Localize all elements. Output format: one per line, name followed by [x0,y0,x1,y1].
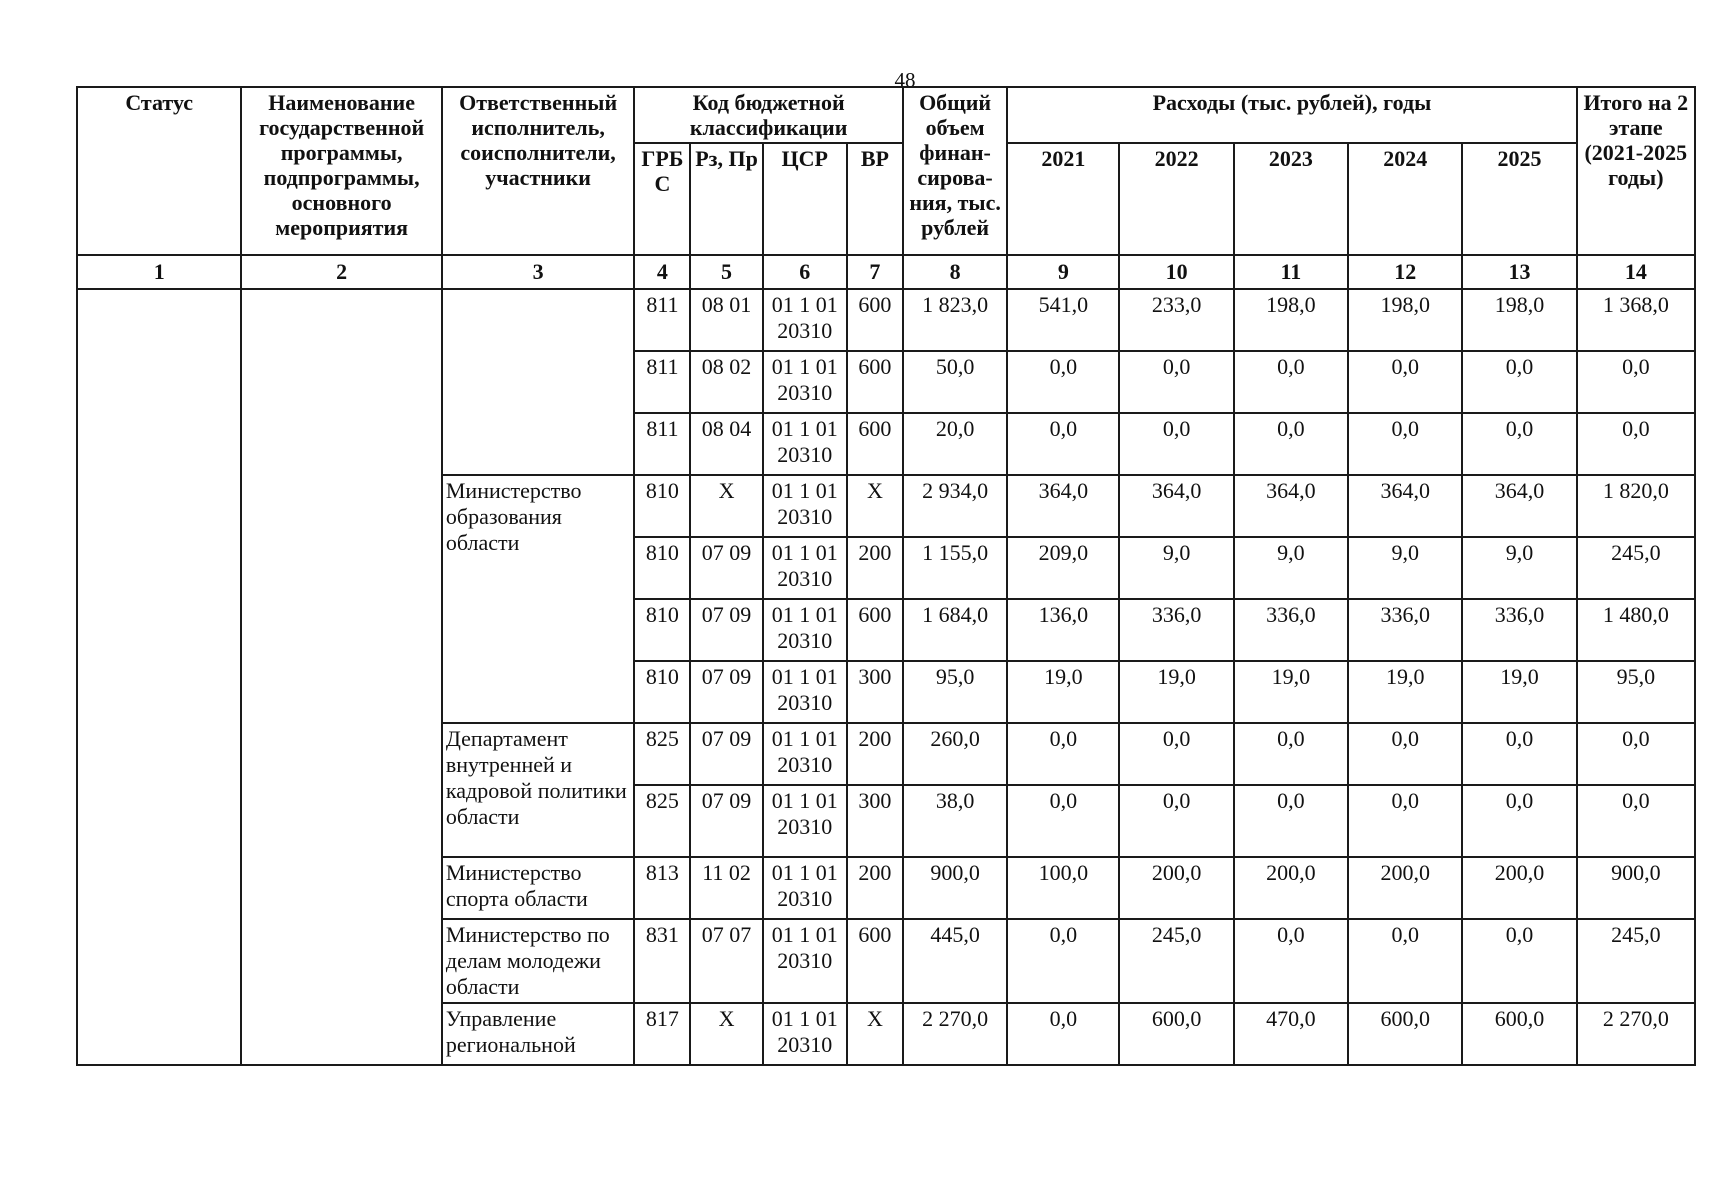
header-rz-pr: Рз, Пр [690,143,762,255]
vr-cell: 200 [847,537,903,599]
y2022-cell: 364,0 [1119,475,1233,537]
column-number: 10 [1119,255,1233,289]
y2021-cell: 0,0 [1007,785,1119,857]
column-number: 13 [1462,255,1576,289]
y2025-cell: 0,0 [1462,919,1576,1003]
y2024-cell: 19,0 [1348,661,1462,723]
itog-cell: 1 368,0 [1577,289,1695,351]
itog-cell: 0,0 [1577,351,1695,413]
y2022-cell: 0,0 [1119,723,1233,785]
y2023-cell: 19,0 [1234,661,1348,723]
y2023-cell: 0,0 [1234,919,1348,1003]
vr-cell: 300 [847,785,903,857]
vr-cell: 600 [847,289,903,351]
rz-pr-cell: 07 09 [690,723,762,785]
y2024-cell: 0,0 [1348,723,1462,785]
y2021-cell: 0,0 [1007,723,1119,785]
executor-cell: Управление региональной [442,1003,634,1065]
y2021-cell: 541,0 [1007,289,1119,351]
y2025-cell: 0,0 [1462,785,1576,857]
y2024-cell: 0,0 [1348,785,1462,857]
csr-cell: 01 1 01 20310 [763,351,847,413]
grbs-cell: 811 [634,289,690,351]
csr-cell: 01 1 01 20310 [763,785,847,857]
rz-pr-cell: Х [690,475,762,537]
grbs-cell: 817 [634,1003,690,1065]
csr-cell: 01 1 01 20310 [763,919,847,1003]
column-number: 4 [634,255,690,289]
y2021-cell: 0,0 [1007,413,1119,475]
executor-cell: Министерство спорта области [442,857,634,919]
y2025-cell: 9,0 [1462,537,1576,599]
y2024-cell: 364,0 [1348,475,1462,537]
header-grbs: ГРБ С [634,143,690,255]
itog-cell: 1 820,0 [1577,475,1695,537]
y2021-cell: 0,0 [1007,919,1119,1003]
header-program-name: Наименование государственной программы, подпрограммы, основного мероприятия [241,87,441,255]
column-number: 14 [1577,255,1695,289]
grbs-cell: 811 [634,413,690,475]
grbs-cell: 831 [634,919,690,1003]
y2024-cell: 336,0 [1348,599,1462,661]
grbs-cell: 810 [634,475,690,537]
total-cell: 2 270,0 [903,1003,1007,1065]
total-cell: 445,0 [903,919,1007,1003]
y2022-cell: 233,0 [1119,289,1233,351]
y2025-cell: 0,0 [1462,413,1576,475]
y2025-cell: 200,0 [1462,857,1576,919]
itog-cell: 0,0 [1577,785,1695,857]
y2024-cell: 0,0 [1348,413,1462,475]
y2022-cell: 336,0 [1119,599,1233,661]
y2022-cell: 245,0 [1119,919,1233,1003]
table-row [77,289,1695,351]
vr-cell: 300 [847,661,903,723]
rz-pr-cell: 08 04 [690,413,762,475]
total-cell: 50,0 [903,351,1007,413]
y2022-cell: 0,0 [1119,785,1233,857]
header-vr: ВР [847,143,903,255]
header-stage-total: Итого на 2 этапе (2021-2025 годы) [1577,87,1695,255]
grbs-cell: 810 [634,537,690,599]
grbs-cell: 813 [634,857,690,919]
total-cell: 900,0 [903,857,1007,919]
y2023-cell: 0,0 [1234,785,1348,857]
total-cell: 2 934,0 [903,475,1007,537]
csr-cell: 01 1 01 20310 [763,857,847,919]
rz-pr-cell: 07 09 [690,661,762,723]
y2024-cell: 600,0 [1348,1003,1462,1065]
itog-cell: 0,0 [1577,413,1695,475]
y2023-cell: 200,0 [1234,857,1348,919]
y2025-cell: 0,0 [1462,351,1576,413]
total-cell: 260,0 [903,723,1007,785]
y2024-cell: 0,0 [1348,351,1462,413]
column-number: 1 [77,255,241,289]
y2025-cell: 0,0 [1462,723,1576,785]
vr-cell: Х [847,475,903,537]
y2021-cell: 0,0 [1007,1003,1119,1065]
y2021-cell: 209,0 [1007,537,1119,599]
csr-cell: 01 1 01 20310 [763,537,847,599]
itog-cell: 2 270,0 [1577,1003,1695,1065]
y2024-cell: 198,0 [1348,289,1462,351]
total-cell: 95,0 [903,661,1007,723]
program-name-cell [241,289,441,1065]
y2022-cell: 200,0 [1119,857,1233,919]
column-number: 2 [241,255,441,289]
y2023-cell: 9,0 [1234,537,1348,599]
y2023-cell: 0,0 [1234,413,1348,475]
vr-cell: 200 [847,857,903,919]
column-number: 8 [903,255,1007,289]
rz-pr-cell: 11 02 [690,857,762,919]
rz-pr-cell: Х [690,1003,762,1065]
y2023-cell: 336,0 [1234,599,1348,661]
column-number: 7 [847,255,903,289]
itog-cell: 1 480,0 [1577,599,1695,661]
y2021-cell: 100,0 [1007,857,1119,919]
itog-cell: 900,0 [1577,857,1695,919]
y2025-cell: 198,0 [1462,289,1576,351]
y2021-cell: 0,0 [1007,351,1119,413]
itog-cell: 245,0 [1577,919,1695,1003]
y2024-cell: 0,0 [1348,919,1462,1003]
csr-cell: 01 1 01 20310 [763,475,847,537]
header-executor: Ответственный исполнитель, соисполнители, участники [442,87,634,255]
y2025-cell: 336,0 [1462,599,1576,661]
vr-cell: Х [847,1003,903,1065]
itog-cell: 245,0 [1577,537,1695,599]
rz-pr-cell: 07 09 [690,785,762,857]
y2025-cell: 364,0 [1462,475,1576,537]
page-number: 48 [894,68,916,92]
header-total-volume: Общий объем финан-сирова-ния, тыс. рублей [903,87,1007,255]
column-number: 6 [763,255,847,289]
status-cell [77,289,241,1065]
grbs-cell: 811 [634,351,690,413]
y2025-cell: 19,0 [1462,661,1576,723]
vr-cell: 600 [847,351,903,413]
y2023-cell: 198,0 [1234,289,1348,351]
rz-pr-cell: 08 01 [690,289,762,351]
total-cell: 1 684,0 [903,599,1007,661]
y2022-cell: 0,0 [1119,413,1233,475]
rz-pr-cell: 07 09 [690,537,762,599]
header-row [77,87,1695,143]
header-year-2025: 2025 [1462,143,1576,255]
grbs-cell: 825 [634,785,690,857]
column-number: 9 [1007,255,1119,289]
executor-cell: Министерство образования области [442,475,634,723]
header-year-2024: 2024 [1348,143,1462,255]
vr-cell: 600 [847,599,903,661]
executor-cell: Департамент внутренней и кадровой политики области [442,723,634,857]
y2023-cell: 0,0 [1234,723,1348,785]
header-csr: ЦСР [763,143,847,255]
header-status: Статус [77,87,241,255]
vr-cell: 600 [847,413,903,475]
total-cell: 1 823,0 [903,289,1007,351]
y2025-cell: 600,0 [1462,1003,1576,1065]
y2021-cell: 19,0 [1007,661,1119,723]
y2021-cell: 136,0 [1007,599,1119,661]
y2024-cell: 200,0 [1348,857,1462,919]
executor-cell [442,289,634,475]
y2024-cell: 9,0 [1348,537,1462,599]
vr-cell: 600 [847,919,903,1003]
column-number: 11 [1234,255,1348,289]
budget-table [76,86,1696,1066]
total-cell: 20,0 [903,413,1007,475]
itog-cell: 95,0 [1577,661,1695,723]
rz-pr-cell: 08 02 [690,351,762,413]
header-year-2023: 2023 [1234,143,1348,255]
y2023-cell: 470,0 [1234,1003,1348,1065]
csr-cell: 01 1 01 20310 [763,289,847,351]
total-cell: 1 155,0 [903,537,1007,599]
y2022-cell: 19,0 [1119,661,1233,723]
grbs-cell: 810 [634,599,690,661]
column-number: 12 [1348,255,1462,289]
y2022-cell: 600,0 [1119,1003,1233,1065]
csr-cell: 01 1 01 20310 [763,723,847,785]
total-cell: 38,0 [903,785,1007,857]
csr-cell: 01 1 01 20310 [763,661,847,723]
header-budget-code: Код бюджетной классификации [634,87,903,143]
column-number: 5 [690,255,762,289]
y2023-cell: 0,0 [1234,351,1348,413]
rz-pr-cell: 07 07 [690,919,762,1003]
grbs-cell: 810 [634,661,690,723]
itog-cell: 0,0 [1577,723,1695,785]
executor-cell: Министерство по делам молодежи области [442,919,634,1003]
column-number-row [77,255,1695,289]
y2023-cell: 364,0 [1234,475,1348,537]
csr-cell: 01 1 01 20310 [763,599,847,661]
header-year-2022: 2022 [1119,143,1233,255]
grbs-cell: 825 [634,723,690,785]
y2022-cell: 9,0 [1119,537,1233,599]
y2022-cell: 0,0 [1119,351,1233,413]
csr-cell: 01 1 01 20310 [763,1003,847,1065]
rz-pr-cell: 07 09 [690,599,762,661]
column-number: 3 [442,255,634,289]
header-year-2021: 2021 [1007,143,1119,255]
y2021-cell: 364,0 [1007,475,1119,537]
vr-cell: 200 [847,723,903,785]
header-expenses: Расходы (тыс. рублей), годы [1007,87,1576,143]
csr-cell: 01 1 01 20310 [763,413,847,475]
